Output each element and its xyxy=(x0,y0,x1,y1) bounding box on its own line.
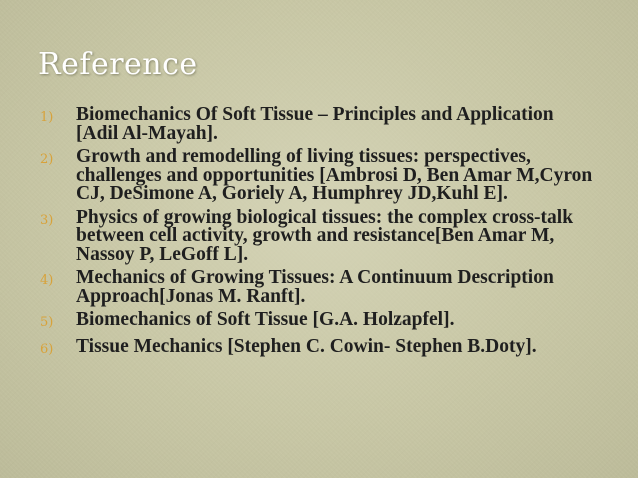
reference-item xyxy=(40,206,600,265)
reference-number: 3) xyxy=(40,212,54,228)
reference-text: Tissue Mechanics [Stephen C. Cowin- Stephen B.Doty]. xyxy=(76,336,537,357)
reference-number: 6) xyxy=(40,342,54,357)
reference-text: Mechanics of Growing Tissues: A Continuum Description Approach[Jonas M. Ranft]. xyxy=(76,267,554,307)
reference-text: Growth and remodelling of living tissues: perspectives, challenges and opportunities [Ambrosi D, Ben Amar M,Cyron CJ, DeSimone A, Goriely A, Humphrey JD,Kuhl E]. xyxy=(76,146,593,204)
reference-item xyxy=(40,148,600,204)
reference-item xyxy=(40,106,600,143)
reference-item xyxy=(40,338,600,360)
reference-number: 5) xyxy=(40,315,54,330)
reference-text: Physics of growing biological tissues: the complex cross-talk between cell activity, growth and resistance[Ben Amar M, Nassoy P, LeGoff L]. xyxy=(76,206,574,265)
slide-title: Reference xyxy=(38,47,198,82)
reference-text: Biomechanics Of Soft Tissue – Principles and Application [Adil Al-Mayah]. xyxy=(76,104,554,144)
reference-number: 4) xyxy=(40,273,54,288)
reference-text: Biomechanics of Soft Tissue [G.A. Holzapfel]. xyxy=(76,309,455,330)
reference-item xyxy=(40,311,600,333)
reference-number: 1) xyxy=(40,110,54,125)
reference-number: 2) xyxy=(40,152,54,167)
reference-item xyxy=(40,269,600,306)
reference-list xyxy=(40,106,600,365)
